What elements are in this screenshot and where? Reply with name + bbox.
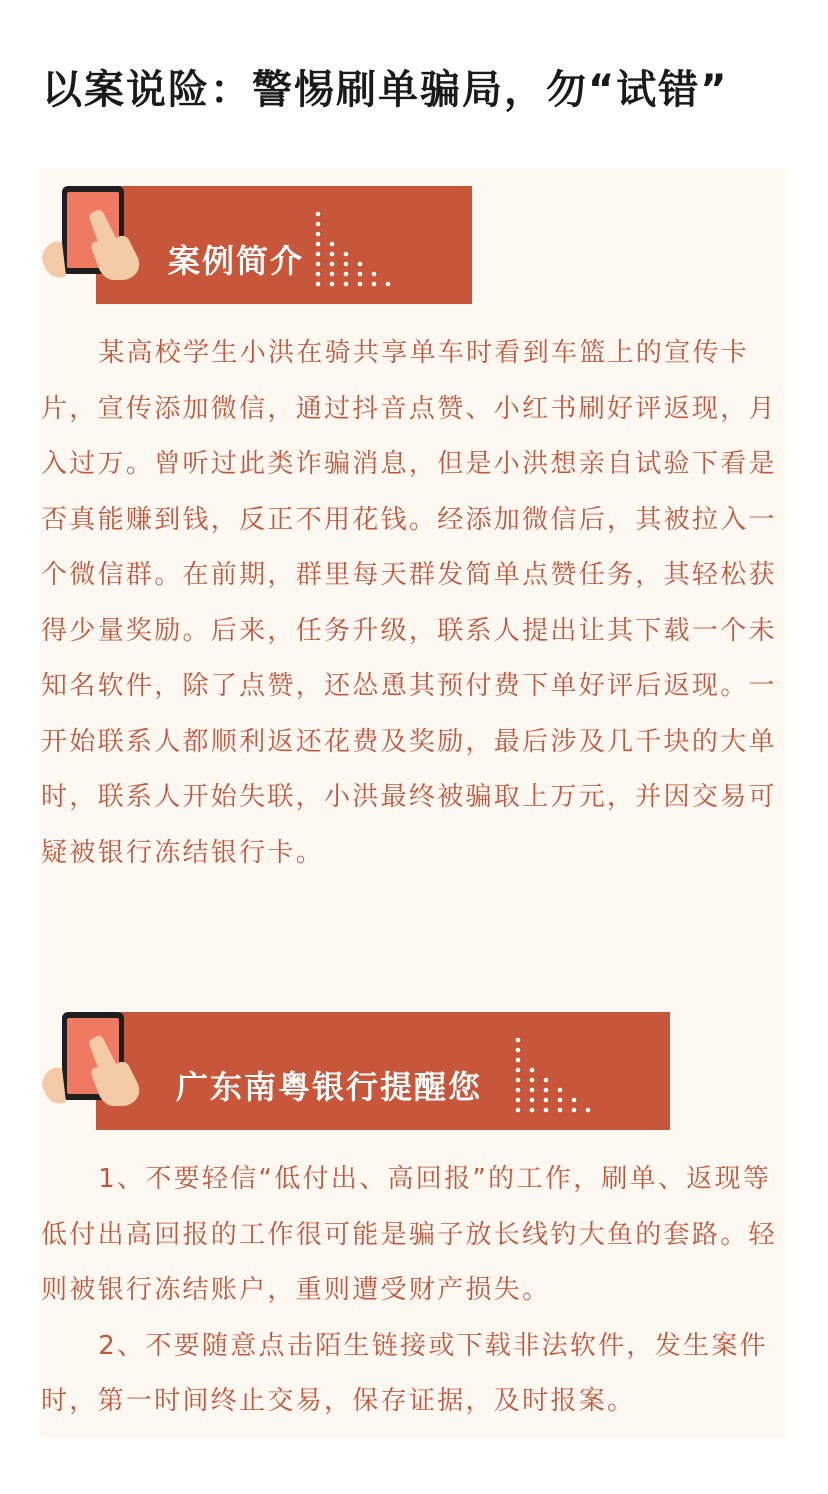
section-banner-case [96,186,472,304]
section-heading-reminder: 广东南粤银行提醒您 [176,1068,483,1106]
reminder-item: 1、不要轻信“低付出、高回报”的工作，刷单、返现等低付出高回报的工作很可能是骗子放长线钓大鱼的套路。轻则被银行冻结账户，重则遭受财产损失。 [41,1164,777,1305]
case-paragraph: 某高校学生小洪在骑共享单车时看到车篮上的宣传卡片，宣传添加微信，通过抖音点赞、小红书刷好评返现，月入过万。曾听过此类诈骗消息，但是小洪想亲自试验下看是否真能赚到钱，反正不用花钱。经添加微信后，其被拉入一个微信群。在前期，群里每天群发简单点赞任务，其轻松获得少量奖励。后来，任务升级，联系人提出让其下载一个未知名软件，除了点赞，还怂恿其预付费下单好评后返现。一开始联系人都顺利返还花费及奖励，最后涉及几千块的大单时，联系人开始失联，小洪最终被骗取上万元，并因交易可疑被银行冻结银行卡。 [41,338,777,868]
reminder-list [41,1152,781,1430]
reminder-item: 2、不要随意点击陌生链接或下载非法软件，发生案件时，第一时间终止交易，保存证据，及时报案。 [41,1330,768,1416]
dot-pattern [308,210,404,290]
tablet-hand-icon [40,1006,152,1118]
section-banner-reminder [96,1012,670,1130]
section-heading-case: 案例简介 [168,242,305,280]
case-description [41,326,781,881]
tablet-hand-icon [40,180,152,292]
dot-pattern [508,1036,604,1116]
page-title: 以案说险：警惕刷单骗局，勿“试错” [42,67,729,113]
